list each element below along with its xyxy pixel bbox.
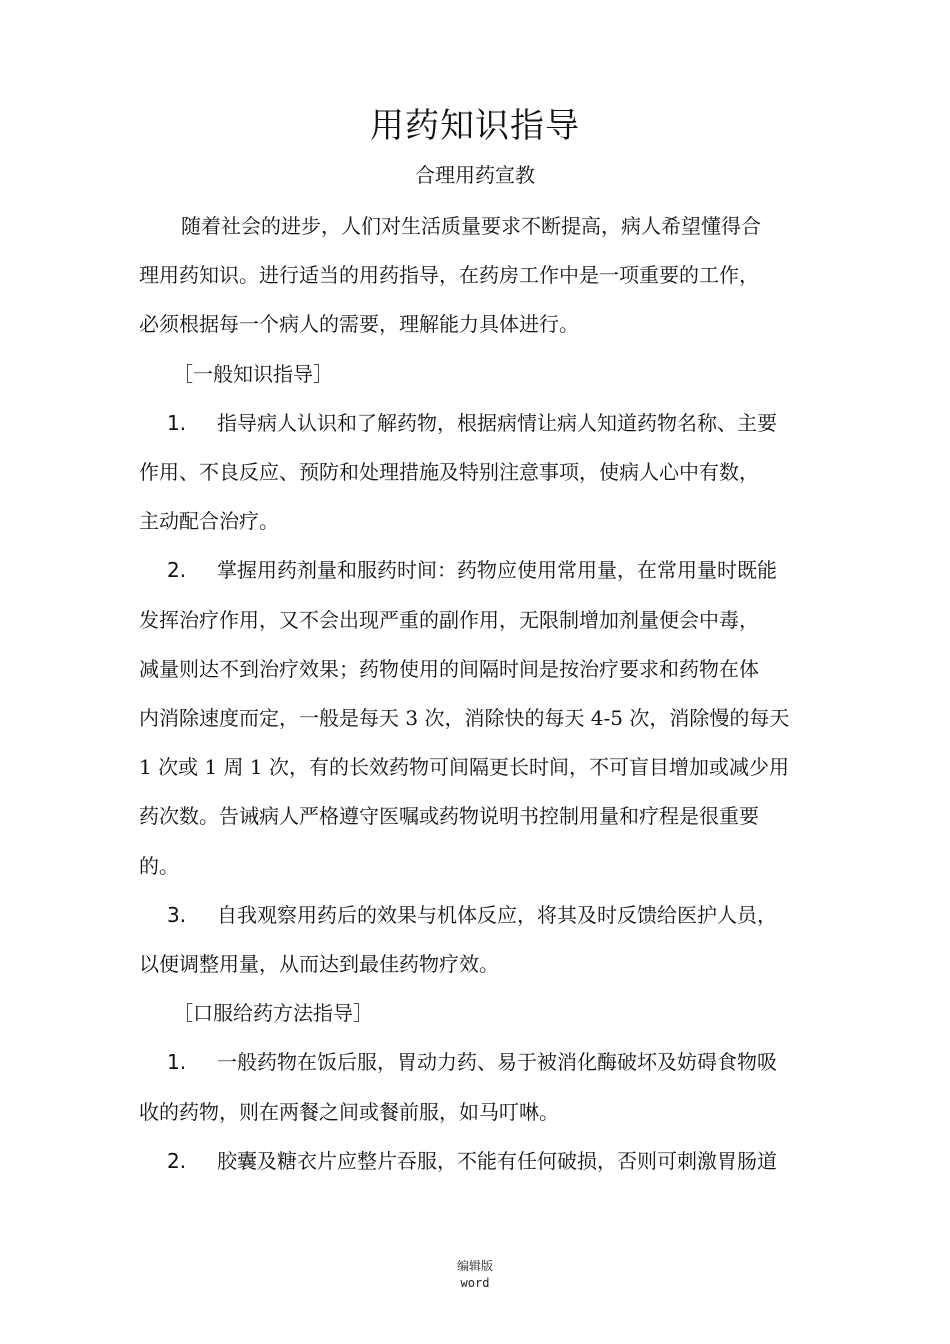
item-line: 发挥治疗作用，又不会出现严重的副作用，无限制增加剂量便会中毒， [139,607,759,632]
item-line: 胶囊及糖衣片应整片吞服，不能有任何破损，否则可刺激胃肠道 [217,1148,777,1173]
intro-line: 必须根据每一个病人的需要，理解能力具体进行。 [139,312,579,337]
item-line: 掌握用药剂量和服药时间：药物应使用常用量，在常用量时既能 [217,558,777,583]
document-subtitle: 合理用药宣教 [415,163,535,187]
item-line: 自我观察用药后的效果与机体反应，将其及时反馈给医护人员， [217,902,777,927]
list-item [139,1137,819,1186]
section-heading-general: ［一般知识指导］ [173,361,333,386]
item-line: 内消除速度而定，一般是每天 3 次，消除快的每天 4-5 次，消除慢的每天 [139,706,790,731]
item-number: 1. [167,1050,187,1075]
item-line: 指导病人认识和了解药物，根据病情让病人知道药物名称、主要 [217,410,777,435]
item-number: 1. [167,410,187,435]
intro-line: 理用药知识。进行适当的用药指导，在药房工作中是一项重要的工作， [139,263,759,288]
item-number: 2. [167,558,187,583]
list-item [139,891,819,989]
footer-label: 编辑版 [456,1259,493,1273]
list-item [139,1038,819,1136]
document-body [139,202,819,1186]
item-line: 的。 [139,853,179,878]
item-line: 主动配合治疗。 [139,509,279,534]
list-item [139,546,819,890]
list-item [139,399,819,547]
item-line: 以便调整用量，从而达到最佳药物疗效。 [139,952,499,977]
item-line: 收的药物，则在两餐之间或餐前服，如马叮啉。 [139,1099,559,1124]
item-line: 作用、不良反应、预防和处理措施及特别注意事项，使病人心中有数， [139,460,759,485]
item-number: 3. [167,902,187,927]
intro-line: 随着社会的进步，人们对生活质量要求不断提高，病人希望懂得合 [181,214,761,238]
item-line: 1 次或 1 周 1 次，有的长效药物可间隔更长时间，不可盲目增加或减少用 [139,755,789,780]
footer-format: word [460,1276,490,1290]
item-line: 一般药物在饭后服，胃动力药、易于被消化酶破坏及妨碍食物吸 [217,1050,777,1075]
section-heading-oral: ［口服给药方法指导］ [173,1001,373,1026]
item-line: 药次数。告诫病人严格遵守医嘱或药物说明书控制用量和疗程是很重要 [139,804,759,829]
item-number: 2. [167,1148,187,1173]
document-title: 用药知识指导 [370,106,580,146]
intro-paragraph [139,202,819,350]
item-line: 减量则达不到治疗效果；药物使用的间隔时间是按治疗要求和药物在体 [139,656,759,681]
